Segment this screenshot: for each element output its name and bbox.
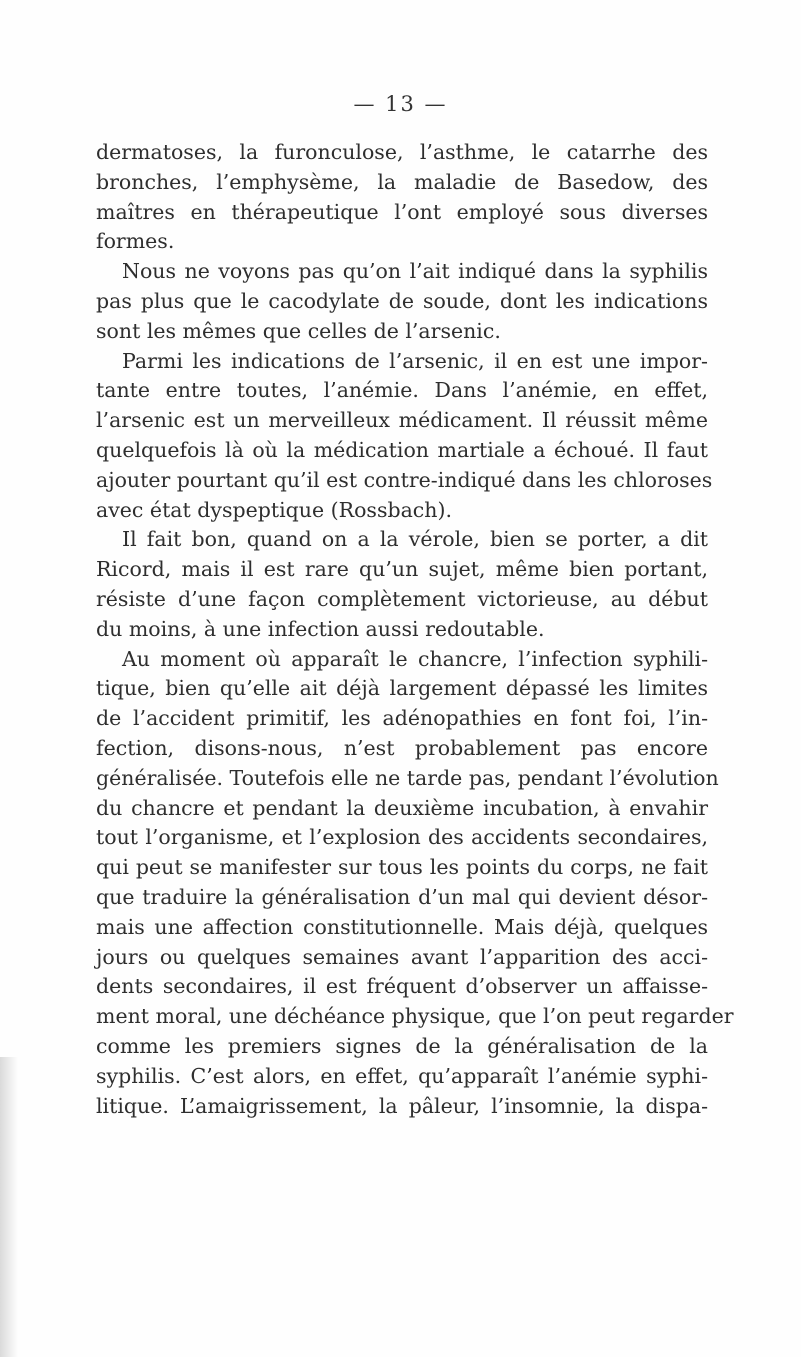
text-line: résiste d’une façon complètement victorieuse, au début xyxy=(96,586,708,611)
text-line: de l’accident primitif, les adénopathies en font foi, l’in- xyxy=(96,706,708,731)
text-line: tout l’organisme, et l’explosion des accidents secondaires, xyxy=(96,825,708,850)
text-line: Parmi les indications de l’arsenic, il en est une impor- xyxy=(122,348,708,373)
text-line: du chancre et pendant la deuxième incubation, à envahir xyxy=(96,795,708,820)
body-text xyxy=(96,138,734,1121)
text-line: Nous ne voyons pas qu’on l’ait indiqué dans la syphilis xyxy=(122,259,708,284)
text-line: généralisée. Toutefois elle ne tarde pas, pendant l’évolution xyxy=(96,765,719,790)
text-line: dents secondaires, il est fréquent d’observer un affaisse- xyxy=(96,974,708,999)
text-line: pas plus que le cacodylate de soude, dont les indications xyxy=(96,288,708,313)
text-line: bronches, l’emphysème, la maladie de Basedow, des xyxy=(96,169,708,194)
text-line: du moins, à une infection aussi redoutable. xyxy=(96,616,545,641)
text-line: tique, bien qu’elle ait déjà largement dépassé les limites xyxy=(96,676,708,701)
text-line: l’arsenic est un merveilleux médicament. Il réussit même xyxy=(96,408,708,433)
text-line: ajouter pourtant qu’il est contre-indiqué dans les chloroses xyxy=(96,467,713,492)
text-line: syphilis. C’est alors, en effet, qu’apparaît l’anémie syphi- xyxy=(96,1063,708,1088)
text-line: litique. L’amaigrissement, la pâleur, l’insomnie, la dispa- xyxy=(96,1093,708,1118)
text-line: fection, disons-nous, n’est probablement pas encore xyxy=(96,735,708,760)
page-number: — 13 — xyxy=(353,92,448,116)
text-line: comme les premiers signes de la généralisation de la xyxy=(96,1033,708,1058)
text-line: qui peut se manifester sur tous les points du corps, ne fait xyxy=(96,855,708,880)
text-line: Il fait bon, quand on a la vérole, bien se porter, a dit xyxy=(122,527,708,552)
text-line: tante entre toutes, l’anémie. Dans l’anémie, en effet, xyxy=(96,378,708,403)
text-line: sont les mêmes que celles de l’arsenic. xyxy=(96,318,501,343)
text-line: mais une affection constitutionnelle. Mais déjà, quelques xyxy=(96,914,708,939)
text-line: jours ou quelques semaines avant l’apparition des acci- xyxy=(96,944,708,969)
text-line: maîtres en thérapeutique l’ont employé sous diverses xyxy=(96,199,708,224)
text-line: Au moment où apparaît le chancre, l’infection syphili- xyxy=(122,646,708,671)
text-line: avec état dyspeptique (Rossbach). xyxy=(96,497,453,522)
text-line: formes. xyxy=(96,229,175,254)
scan-edge-shadow xyxy=(0,1057,18,1357)
text-line: quelquefois là où la médication martiale a échoué. Il faut xyxy=(96,437,708,462)
text-line: dermatoses, la furonculose, l’asthme, le catarrhe des xyxy=(96,140,708,164)
text-line: Ricord, mais il est rare qu’un sujet, même bien portant, xyxy=(96,557,708,582)
text-line: ment moral, une déchéance physique, que l’on peut regarder xyxy=(96,1004,734,1029)
text-line: que traduire la généralisation d’un mal qui devient désor- xyxy=(96,884,708,909)
